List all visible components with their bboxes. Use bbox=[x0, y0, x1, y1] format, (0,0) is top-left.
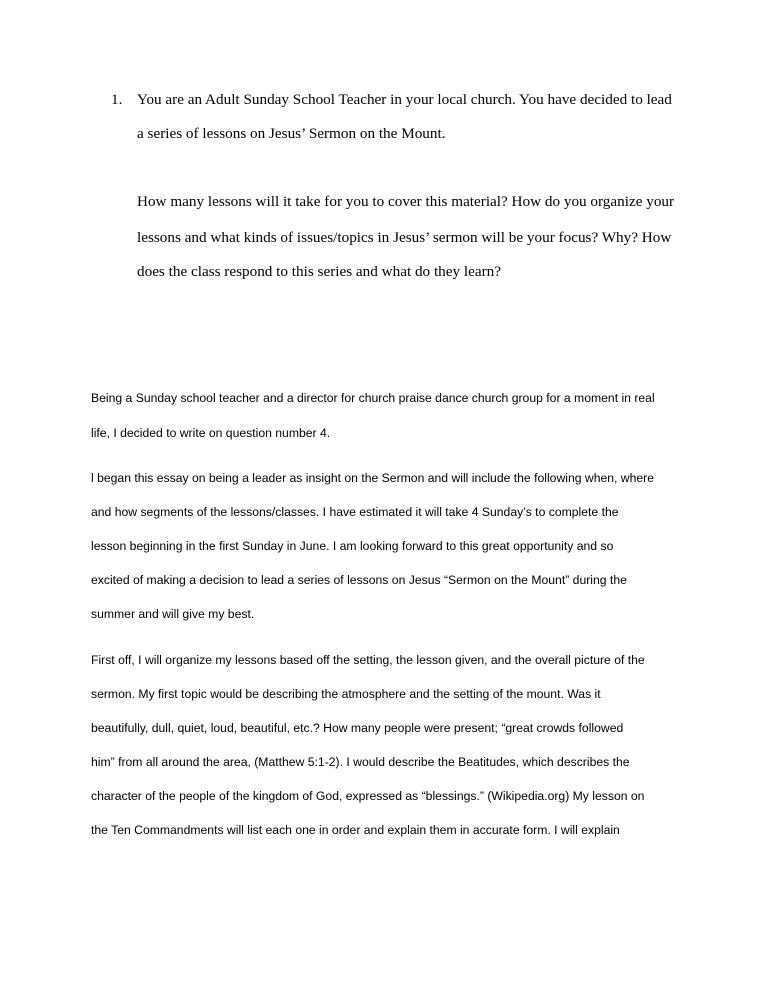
question-line-3: How many lessons will it take for you to cover this material? How do you organize your bbox=[137, 193, 675, 210]
paragraph-3-line-6: the Ten Commandments will list each one in order and explain them in accurate form. I will explain bbox=[91, 823, 620, 837]
paragraph-1-line-1: Being a Sunday school teacher and a director for church praise dance church group for a moment in real bbox=[91, 391, 655, 405]
question-line-1: You are an Adult Sunday School Teacher in your local church. You have decided to lead bbox=[137, 91, 672, 108]
question-line-4: lessons and what kinds of issues/topics in Jesus’ sermon will be your focus? Why? How bbox=[137, 229, 672, 246]
paragraph-2-line-3: lesson beginning in the first Sunday in June. I am looking forward to this great opportunity and so bbox=[91, 539, 614, 553]
paragraph-3-line-2: sermon. My first topic would be describing the atmosphere and the setting of the mount. Was it bbox=[91, 687, 601, 701]
question-line-5: does the class respond to this series and what do they learn? bbox=[137, 263, 501, 280]
paragraph-3-line-4: him” from all around the area, (Matthew 5:1-2). I would describe the Beatitudes, which describes the bbox=[91, 755, 630, 769]
paragraph-2-line-4: excited of making a decision to lead a series of lessons on Jesus “Sermon on the Mount” during the bbox=[91, 573, 627, 587]
question-line-2: a series of lessons on Jesus’ Sermon on the Mount. bbox=[137, 125, 446, 142]
paragraph-2-line-1: l began this essay on being a leader as insight on the Sermon and will include the following when, where bbox=[91, 471, 655, 485]
paragraph-2-line-2: and how segments of the lessons/classes. I have estimated it will take 4 Sunday’s to complete the bbox=[91, 505, 619, 519]
paragraph-1-line-2: life, I decided to write on question number 4. bbox=[91, 426, 331, 440]
paragraph-3-line-1: First off, I will organize my lessons based off the setting, the lesson given, and the overall picture of the bbox=[91, 653, 645, 667]
question-number: 1. bbox=[111, 91, 123, 108]
paragraph-3-line-5: character of the people of the kingdom of God, expressed as “blessings.” (Wikipedia.org) My lesson on bbox=[91, 789, 645, 803]
paragraph-2-line-5: summer and will give my best. bbox=[91, 607, 255, 621]
paragraph-3-line-3: beautifully, dull, quiet, loud, beautiful, etc.? How many people were present; “great crowds followed bbox=[91, 721, 624, 735]
